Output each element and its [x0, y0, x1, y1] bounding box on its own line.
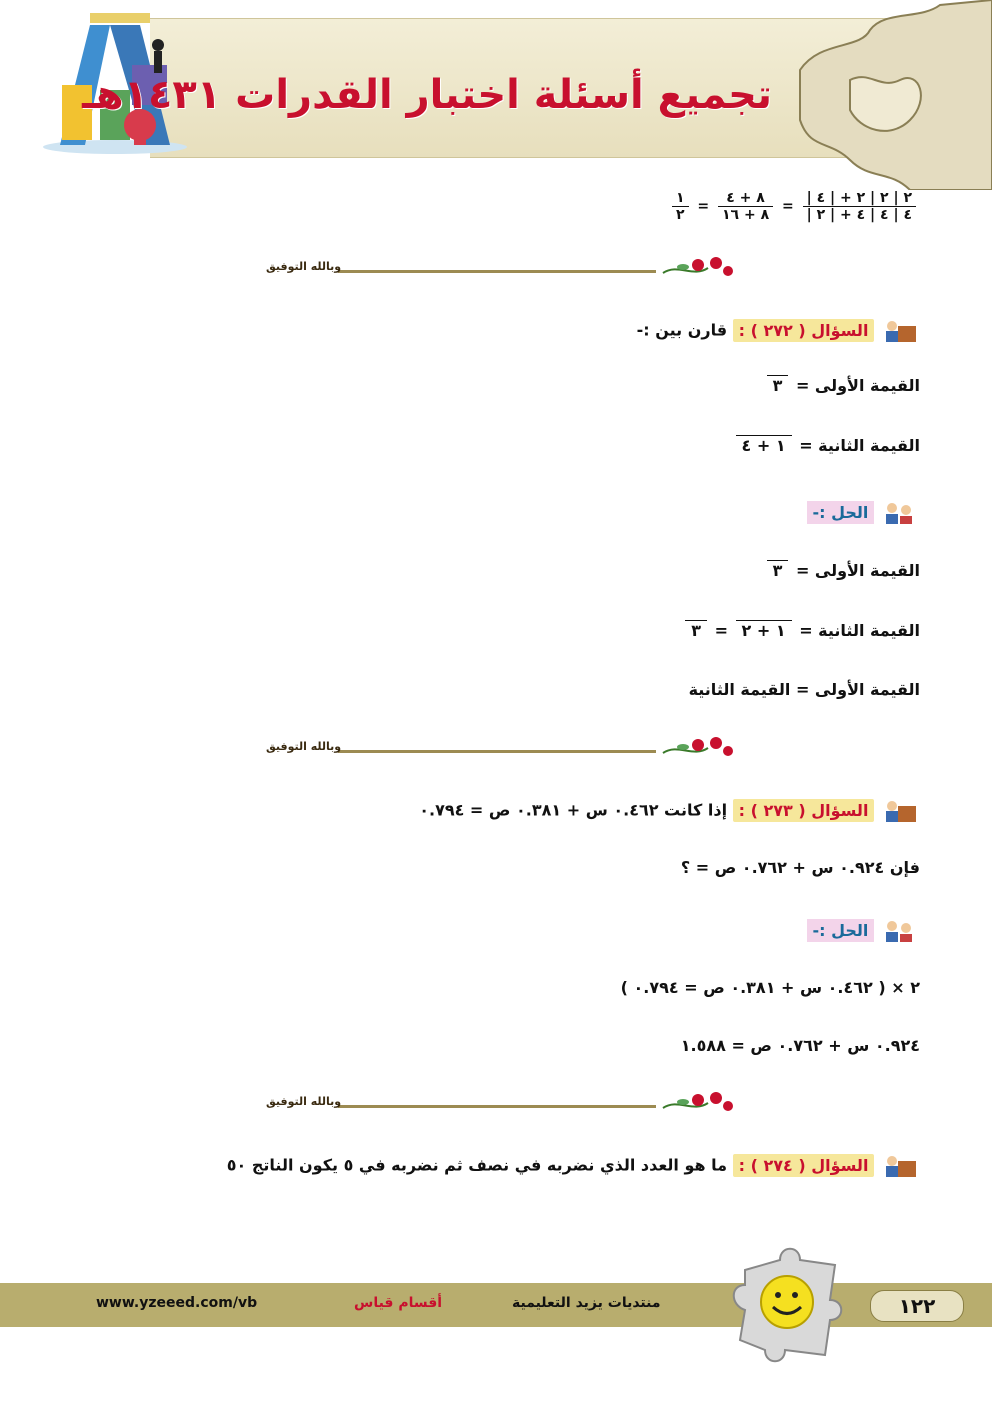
- separator-text: وبالله التوفيق: [266, 1095, 342, 1108]
- value-2-label: القيمة الثانية =: [799, 436, 920, 455]
- puzzle-pieces-icon: [790, 0, 992, 190]
- equals-sign: =: [781, 198, 794, 215]
- fraction-mid: [718, 190, 773, 223]
- value-1-line: [765, 375, 920, 395]
- roses-icon: [658, 733, 738, 763]
- student-reading-icon: [880, 318, 920, 344]
- roses-icon: [658, 1088, 738, 1118]
- separator-bar: [338, 1105, 656, 1108]
- question-label: السؤال ( ٢٧٣ ) :: [733, 799, 875, 822]
- solution-272: [807, 500, 921, 526]
- separator: [258, 1088, 738, 1118]
- page-title: تجميع أسئلة اختبار القدرات ١٤٣١هـ: [82, 72, 772, 118]
- students-icon: [880, 500, 920, 526]
- question-label: السؤال ( ٢٧٤ ) :: [733, 1154, 875, 1177]
- question-273-line2: فإن ٠.٩٢٤ س + ٠.٧٦٢ ص = ؟: [680, 858, 920, 877]
- solution-label: الحل :-: [807, 501, 875, 524]
- equals-sign: =: [714, 621, 728, 640]
- solution-value-1-label: القيمة الأولى =: [795, 561, 920, 580]
- separator-text: وبالله التوفيق: [266, 260, 342, 273]
- fraction-mid-num: ٨ + ٤: [718, 190, 773, 207]
- solution-value-2: [683, 620, 920, 640]
- page-number: ١٢٢: [870, 1290, 964, 1322]
- fraction-result-den: ٢: [675, 207, 685, 223]
- footer-url[interactable]: www.yzeeed.com/vb: [96, 1295, 258, 1311]
- question-text: قارن بين :-: [636, 320, 728, 340]
- fraction-mid-den: ٨ + ١٦: [721, 207, 770, 223]
- footer-section: أقسام قياس: [354, 1295, 443, 1311]
- roses-icon: [658, 253, 738, 283]
- solution-value-2-sqrt-a: ١ + ٢: [736, 620, 792, 640]
- value-1-label: القيمة الأولى =: [795, 376, 920, 395]
- solution-value-1-sqrt: ٣: [767, 560, 789, 580]
- student-reading-icon: [880, 1153, 920, 1179]
- solution-273: [807, 918, 921, 944]
- solution-value-2-label: القيمة الثانية =: [799, 621, 920, 640]
- student-reading-icon: [880, 798, 920, 824]
- separator: [258, 733, 738, 763]
- top-equation: [668, 190, 920, 223]
- solution-label: الحل :-: [807, 919, 875, 942]
- solution-value-2-sqrt-b: ٣: [685, 620, 707, 640]
- separator-bar: [338, 750, 656, 753]
- solution-value-1: [765, 560, 920, 580]
- fraction-left-den: ٤ | ٤ | ٤ + | ٢ |: [806, 207, 912, 223]
- solution-273-step1: ٢ × ( ٠.٤٦٢ س + ٠.٣٨١ ص = ٠.٧٩٤ ): [620, 978, 920, 997]
- question-273: [419, 798, 920, 824]
- separator-bar: [338, 270, 656, 273]
- conclusion-272: القيمة الأولى = القيمة الثانية: [688, 680, 920, 699]
- question-text: ما هو العدد الذي نضربه في نصف ثم نضربه في ٥ يكون الناتج ٥٠: [226, 1155, 728, 1175]
- value-1-sqrt: ٣: [767, 375, 789, 395]
- question-text: إذا كانت ٠.٤٦٢ س + ٠.٣٨١ ص = ٠.٧٩٤: [419, 800, 728, 820]
- question-272: [637, 318, 920, 344]
- question-label: السؤال ( ٢٧٢ ) :: [733, 319, 875, 342]
- fraction-left: [803, 190, 916, 223]
- question-274: [227, 1153, 920, 1179]
- solution-273-step2: ٠.٩٢٤ س + ٠.٧٦٢ ص = ١.٥٨٨: [680, 1036, 920, 1055]
- footer-forum-name: منتديات يزيد التعليمية: [512, 1295, 661, 1311]
- students-icon: [880, 918, 920, 944]
- fraction-result-num: ١: [672, 190, 689, 207]
- fraction-left-num: ٢ | ٢ | ٢ + | ٤ |: [803, 190, 916, 207]
- value-2-line: [734, 435, 920, 455]
- separator: [258, 253, 738, 283]
- fraction-result: [672, 190, 689, 223]
- smiley-puzzle-icon: [725, 1240, 855, 1365]
- equals-sign: =: [697, 198, 710, 215]
- value-2-sqrt: ١ + ٤: [736, 435, 792, 455]
- separator-text: وبالله التوفيق: [266, 740, 342, 753]
